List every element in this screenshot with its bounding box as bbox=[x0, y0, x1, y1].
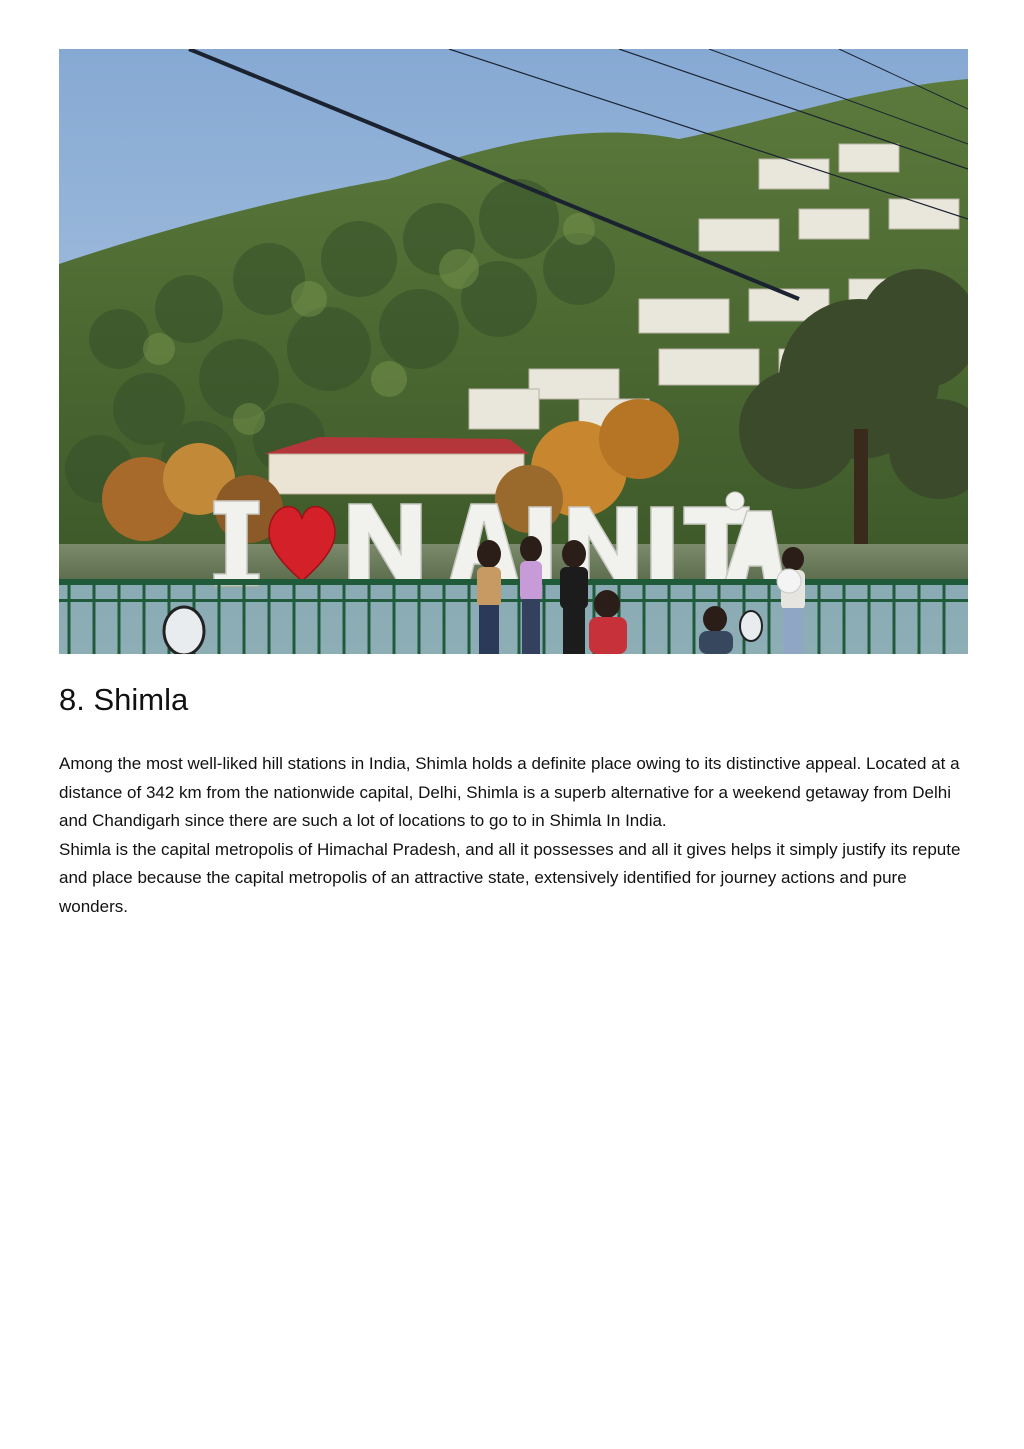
article-body bbox=[59, 750, 971, 922]
white-balloon bbox=[777, 569, 801, 593]
paragraph: Shimla is the capital metropolis of Himachal Pradesh, and all it possesses and all it gives helps it simply justify its repute and place because the capital metropolis of an attractive state, extensively identified for journey actions and pure wonders. bbox=[59, 839, 961, 916]
sign-accent-dot bbox=[726, 492, 744, 510]
tree-trunk bbox=[854, 429, 868, 559]
scooter-mirror bbox=[740, 611, 762, 641]
paragraph: Among the most well-liked hill stations in India, Shimla holds a definite place owing to its distinctive appeal. Located at a distance of 342 km from the nationwide capital, Delhi, Shimla is a superb alternative for a weekend getaway from Delhi and Chandigarh since there are such a lot of locations to go to in Shimla In India. bbox=[59, 754, 960, 831]
scooter-mirror bbox=[164, 607, 204, 654]
hero-photo bbox=[59, 49, 968, 654]
nainital-scene-illustration bbox=[59, 49, 968, 654]
red-roof-building bbox=[269, 454, 524, 494]
section-heading: 8. Shimla bbox=[59, 682, 189, 717]
sign-letter-I3 bbox=[651, 507, 673, 584]
